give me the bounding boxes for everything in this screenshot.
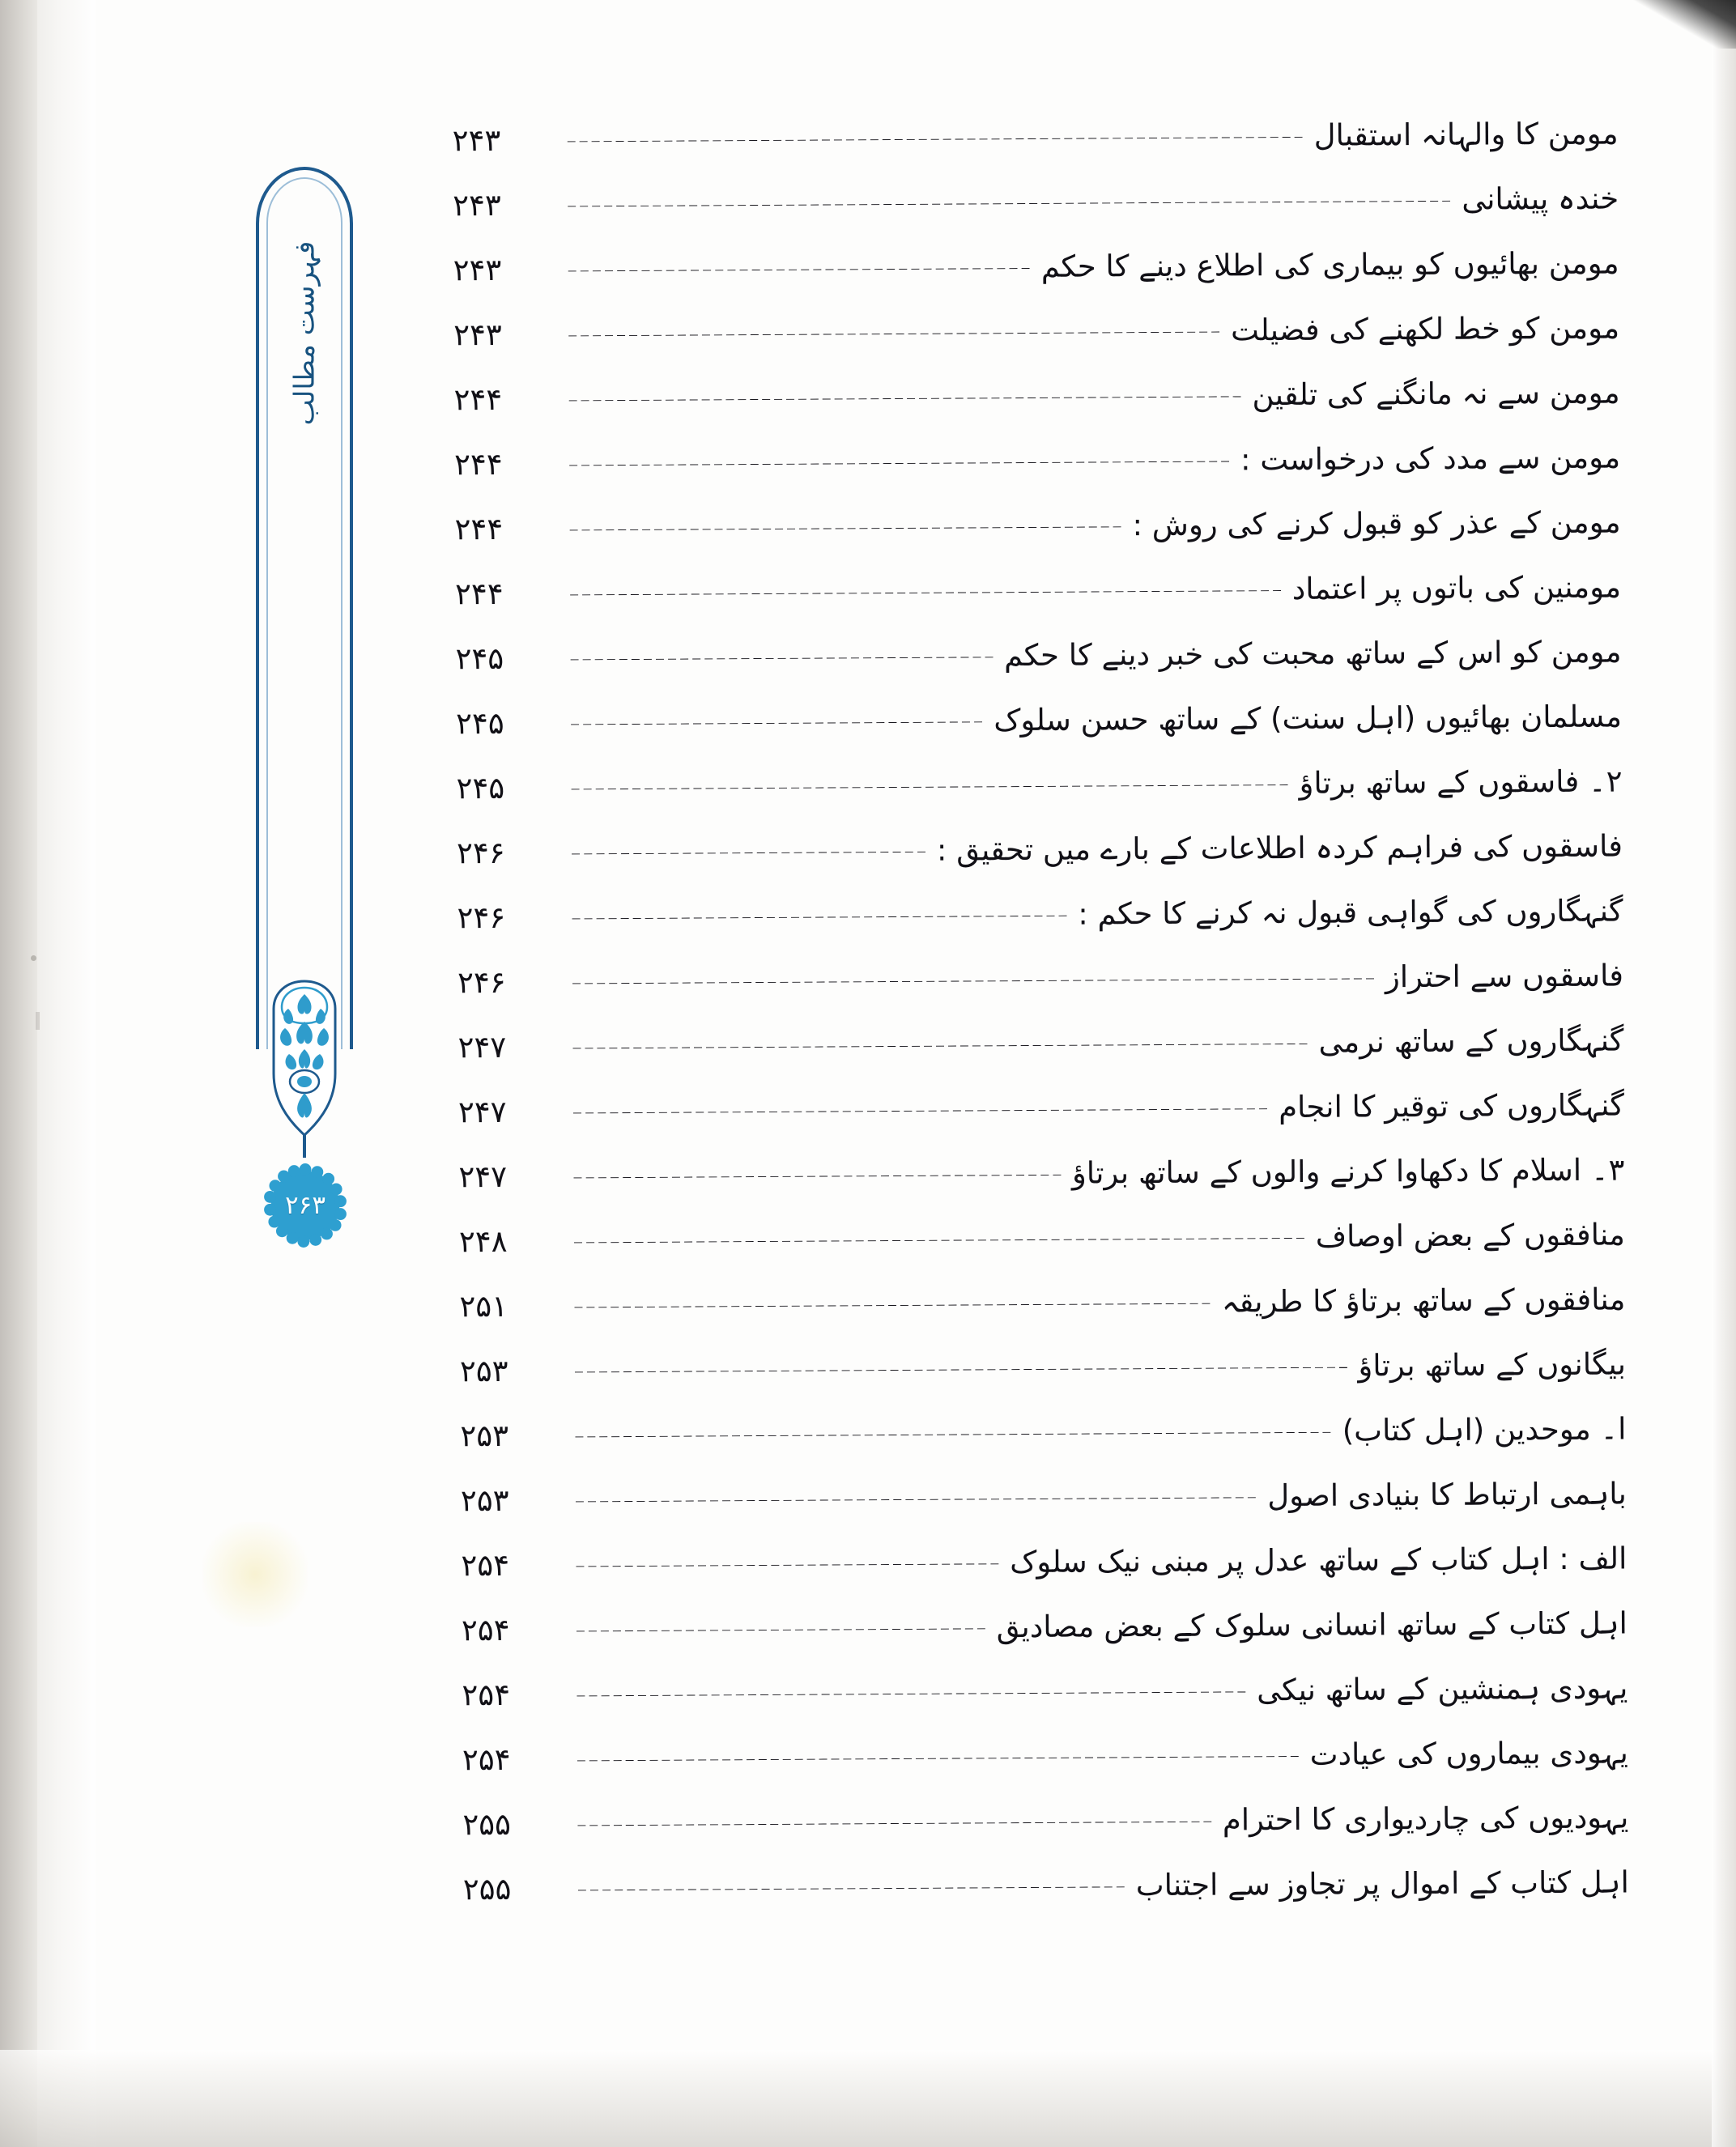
toc-entry-leader: [576, 1563, 998, 1567]
toc-entry[interactable]: [453, 245, 1619, 320]
toc-entry-leader: [575, 1367, 1347, 1373]
toc-entry-title: فاسقوں سے احتراز: [1385, 958, 1624, 995]
toc-entry-title: مومن سے مدد کی درخواست :: [1240, 440, 1621, 478]
toc-entry-title: گنہگاروں کی توقیر کا انجام: [1279, 1087, 1625, 1125]
toc-entry-page-number: ۲۴۵: [456, 770, 505, 806]
toc-entry-page-number: ۲۵۵: [462, 1871, 512, 1907]
toc-entry-title: ۳۔ اسلام کا دکھاوا کرنے والوں کے ساتھ برتاؤ: [1071, 1152, 1625, 1191]
toc-entry[interactable]: [457, 960, 1623, 1032]
toc-entry-leader: [577, 1756, 1299, 1761]
toc-entry-title: فاسقوں کی فراہم کردہ اطلاعات کے بارے میں تحقیق :: [936, 828, 1623, 868]
toc-entry-title: اہل کتاب کے اموال پر تجاوز سے اجتناب: [1135, 1864, 1629, 1903]
toc-entry-title: مومن کو خط لکھنے کی فضیلت: [1230, 310, 1620, 348]
toc-entry-page-number: ۲۴۳: [453, 317, 502, 353]
toc-entry[interactable]: [462, 1864, 1629, 1939]
toc-entry-leader: [573, 1044, 1308, 1049]
toc-entry-page-number: ۲۴۴: [454, 576, 504, 612]
toc-entry-leader: [572, 852, 925, 855]
toc-entry-page-number: ۲۴۸: [458, 1223, 508, 1260]
toc-entry[interactable]: [454, 569, 1622, 644]
toc-entry-leader: [574, 1303, 1210, 1308]
toc-entry-page-number: ۲۴۶: [456, 835, 505, 871]
toc-entry-page-number: ۲۵۳: [460, 1482, 509, 1519]
toc-entry-leader: [578, 1886, 1125, 1890]
toc-entry-title: مومن کا والہانہ استقبال: [1313, 116, 1619, 153]
scan-speck: [31, 955, 36, 961]
toc-entry-title: بیگانوں کے ساتھ برتاؤ: [1358, 1346, 1627, 1384]
toc-entry[interactable]: [460, 1411, 1627, 1486]
toc-entry[interactable]: [454, 504, 1621, 579]
toc-entry-page-number: ۲۴۷: [457, 1029, 507, 1065]
toc-entry-leader: [577, 1822, 1211, 1826]
toc-entry-leader: [576, 1497, 1256, 1502]
toc-entry[interactable]: [458, 1154, 1624, 1227]
toc-entry-title: مومن کو اس کے ساتھ محبت کی خبر دینے کا حکم: [1003, 634, 1622, 674]
toc-entry[interactable]: [453, 312, 1619, 385]
page-number-badge-text: ۲۶۳: [285, 1191, 326, 1220]
toc-entry-leader: [577, 1691, 1245, 1696]
scan-edge-right: [1712, 0, 1736, 2147]
toc-entry[interactable]: [456, 763, 1623, 838]
toc-entry-page-number: ۲۴۴: [453, 446, 503, 483]
toc-entry-leader: [575, 1432, 1330, 1438]
toc-entry[interactable]: [457, 1087, 1625, 1162]
toc-entry-page-number: ۲۵۳: [459, 1353, 508, 1389]
toc-entry-list: [453, 118, 1630, 1939]
toc-entry-page-number: ۲۵۵: [462, 1806, 512, 1843]
toc-entry[interactable]: [462, 1802, 1628, 1874]
toc-entry-title: الف : اہل کتاب کے ساتھ عدل پر مبنی نیک سلوک: [1010, 1541, 1628, 1580]
ornament-column: [233, 167, 381, 1316]
toc-entry-title: یہودی بیماروں کی عیادت: [1309, 1735, 1628, 1772]
toc-entry-leader: [571, 657, 993, 660]
toc-entry-title: مومن سے نہ مانگنے کی تلقین: [1252, 375, 1620, 413]
toc-entry-leader: [570, 526, 1121, 530]
toc-entry[interactable]: [456, 828, 1623, 903]
page-number-badge: [262, 1163, 348, 1248]
toc-entry-leader: [569, 461, 1229, 466]
toc-entry-leader: [568, 137, 1303, 142]
toc-entry-leader: [570, 590, 1281, 595]
toc-entry-title: یہودی ہمنشین کے ساتھ نیکی: [1257, 1670, 1628, 1708]
toc-entry-page-number: ۲۵۱: [459, 1288, 508, 1324]
toc-entry-leader: [568, 268, 1030, 271]
toc-entry-title: باہمی ارتباط کا بنیادی اصول: [1267, 1476, 1628, 1514]
toc-entry-title: مومن کے عذر کو قبول کرنے کی روش :: [1132, 504, 1621, 543]
toc-entry[interactable]: [459, 1219, 1625, 1291]
toc-entry[interactable]: [459, 1284, 1625, 1356]
toc-entry-page-number: ۲۴۳: [453, 187, 501, 223]
toc-vertical-label-text: فہرست مطالب: [288, 240, 321, 425]
scan-speck: [36, 1012, 40, 1030]
toc-entry-title: منافقوں کے بعض اوصاف: [1315, 1217, 1626, 1254]
toc-entry-title: مومنین کی باتوں پر اعتماد: [1291, 569, 1622, 606]
toc-entry-title: گنہگاروں کی گواہی قبول نہ کرنے کا حکم :: [1078, 893, 1623, 932]
toc-entry[interactable]: [461, 1478, 1627, 1550]
toc-entry-title: گنہگاروں کے ساتھ نرمی: [1318, 1022, 1624, 1060]
toc-entry[interactable]: [453, 183, 1619, 255]
toc-entry[interactable]: [453, 377, 1619, 449]
toc-entry-leader: [577, 1628, 985, 1631]
toc-vertical-label: [262, 199, 347, 466]
scan-smudge: [202, 1522, 308, 1627]
toc-entry-page-number: ۲۵۴: [461, 1612, 510, 1648]
toc-entry-page-number: ۲۵۳: [460, 1418, 509, 1454]
toc-entry-title: اہل کتاب کے ساتھ انسانی سلوک کے بعض مصادیق: [996, 1605, 1628, 1645]
toc-entry[interactable]: [457, 895, 1623, 967]
toc-entry-title: ۲۔ فاسقوں کے ساتھ برتاؤ: [1299, 763, 1623, 801]
toc-entry-title: مسلمان بھائیوں (اہل سنت) کے ساتھ حسن سلوک: [994, 699, 1623, 738]
toc-entry-page-number: ۲۵۴: [461, 1547, 510, 1584]
toc-entry-title: یہودیوں کی چاردیواری کا احترام: [1222, 1800, 1629, 1838]
scan-edge-left-dark: [0, 0, 37, 2147]
toc-entry[interactable]: [462, 1737, 1628, 1809]
toc-entry-page-number: ۲۴۳: [452, 122, 501, 159]
toc-entry-page-number: ۲۴۶: [457, 964, 506, 1001]
toc-entry-title: خندہ پیشانی: [1462, 181, 1619, 217]
toc-entry[interactable]: [462, 1670, 1628, 1745]
toc-entry[interactable]: [459, 1346, 1627, 1421]
toc-entry-leader: [573, 1108, 1267, 1113]
toc-entry[interactable]: [454, 442, 1620, 514]
toc-entry-page-number: ۲۴۷: [458, 1159, 508, 1195]
toc-entry-leader: [572, 784, 1288, 789]
toc-entry[interactable]: [455, 636, 1621, 708]
toc-entry-leader: [572, 916, 1067, 920]
toc-entry-leader: [574, 1238, 1304, 1244]
toc-entry-title: مومن بھائیوں کو بیماری کی اطلاع دینے کا حکم: [1040, 245, 1619, 284]
toc-entry-page-number: ۲۴۴: [454, 511, 504, 547]
toc-entry-page-number: ۲۵۴: [462, 1741, 511, 1778]
toc-entry[interactable]: [453, 118, 1619, 190]
toc-entry-leader: [573, 1175, 1061, 1179]
toc-entry-leader: [568, 201, 1450, 207]
toc-entry-leader: [571, 721, 982, 725]
toc-entry-page-number: ۲۴۵: [455, 705, 504, 742]
toc-entry-page-number: ۲۴۶: [457, 899, 506, 936]
toc-entry-leader: [569, 396, 1241, 401]
toc-entry-title: منافقوں کے ساتھ برتاؤ کا طریقہ: [1221, 1282, 1626, 1320]
toc-entry[interactable]: [457, 1022, 1624, 1097]
toc-entry-page-number: ۲۵۴: [462, 1677, 511, 1713]
floral-ornament-icon: [264, 976, 345, 1163]
toc-entry[interactable]: [461, 1605, 1628, 1680]
toc-entry-page-number: ۲۴۵: [455, 640, 504, 677]
toc-entry-leader: [572, 978, 1374, 984]
toc-entry-title: ا۔ موحدین (اہل کتاب): [1342, 1411, 1627, 1448]
toc-entry-page-number: ۲۴۷: [457, 1094, 507, 1130]
scan-corner-artifact: [1574, 0, 1736, 49]
toc-entry-page-number: ۲۴۴: [453, 381, 503, 418]
toc-entry-leader: [568, 332, 1219, 337]
toc-entry[interactable]: [461, 1543, 1627, 1615]
toc-entry[interactable]: [456, 701, 1622, 773]
toc-entry-page-number: ۲۴۳: [453, 252, 502, 288]
scan-edge-bottom: [0, 2050, 1736, 2147]
